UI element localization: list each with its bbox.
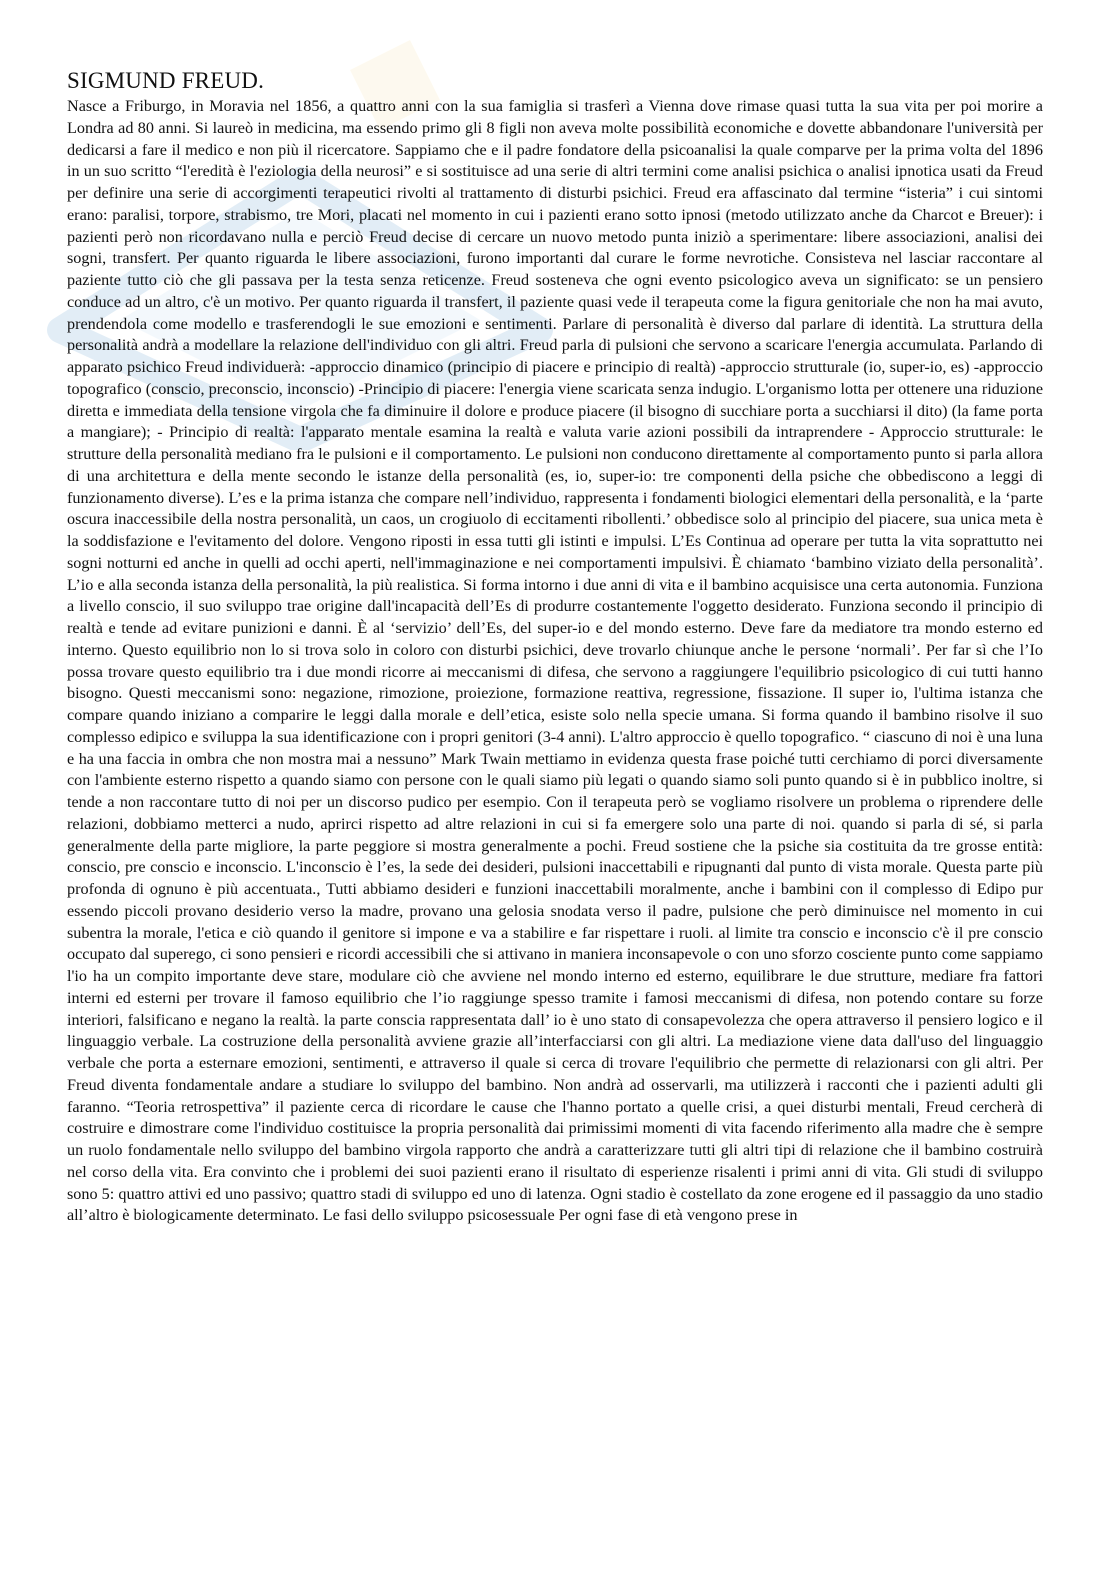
document-title: SIGMUND FREUD. [67, 68, 265, 93]
document-body: Nasce a Friburgo, in Moravia nel 1856, a quattro anni con la sua famiglia si trasferì a Vienna dove rimase quasi tutta la sua vita per poi morire a Londra ad 80 anni. Si laureò in medicina, ma essendo primo gli 8 figli non aveva molte possibilità economiche e dovette abbandonare l'università per dedicarsi a fare il medico e non più il ricercatore. Sappiamo che e il padre fondatore della psicoanalisi la quale comparve per la prima volta del 1896 in un suo scritto “l'eredità è l'eziologia della neurosi” e si sostituisce ad una serie di altri termini come analisi psichica o analisi ipnotica usati da Freud per definire una serie di accorgimenti terapeutici rivolti al trattamento di disturbi psichici. Freud era affascinato dal termine “isteria” i cui sintomi erano: paralisi, torpore, strabismo, tre Mori, placati nel momento in cui i pazienti erano sotto ipnosi (metodo utilizzato anche da Charcot e Breuer): i pazienti però non ricordavano nulla e perciò Freud decise di cercare un nuovo metodo punta iniziò a sperimentare: libere associazioni, analisi dei sogni, transfert. Per quanto riguarda le libere associazioni, furono importanti dal curare le forme nevrotiche. Consisteva nel lasciar raccontare al paziente tutto ciò che gli passava per la testa senza reticenze. Freud sosteneva che ogni evento psicologico aveva un significato: se un pensiero conduce ad un altro, c'è un motivo. Per quanto riguarda il transfert, il paziente quasi vede il terapeuta come la figura genitoriale che non ha mai avuto, prendendola come modello e trasferendogli le sue emozioni e sentimenti. Parlare di personalità è diverso dal parlare di identità. La struttura della personalità andrà a modellare la relazione dell'individuo con gli altri. Freud parla di pulsioni che servono a scaricare l'energia accumulata. Parlando di apparato psichico Freud individuerà: -approccio dinamico (principio di piacere e principio di realtà) -approccio strutturale (io, super-io, es) -approccio topografico (conscio, preconscio, inconscio) -Principio di piacere: l'energia viene scaricata senza indugio. L'organismo lotta per ottenere una riduzione diretta e immediata della tensione virgola che fa diminuire il dolore e produce piacere (il bisogno di succhiare porta a succhiarsi il dito) (la fame porta a mangiare); - Principio di realtà: l'apparato mentale esamina la realtà e valuta varie azioni possibili da intraprendere - Approccio strutturale: le strutture della personalità mediano fra le pulsioni e il comportamento. Le pulsioni non conducono direttamente al comportamento punto si parla allora di una architettura e della mente secondo le istanze della personalità (es, io, super-io: tre componenti della psiche che obbediscono a leggi di funzionamento diverse). L’es e la prima istanza che compare nell’individuo, rappresenta i fondamenti biologici elementari della personalità, e la ‘parte oscura inaccessibile della nostra personalità, un caos, un crogiuolo di eccitamenti ribollenti.’ obbedisce solo al principio del piacere, sua unica meta è la soddisfazione e l'evitamento del dolore. Vengono riposti in essa tutti gli istinti e impulsi. L’Es Continua ad operare per tutta la vita soprattutto nei sogni notturni ed anche in quelli ad occhi aperti, nell'immaginazione e nei comportamenti impulsivi. È chiamato ‘bambino viziato della personalità’. L’io e alla seconda istanza della personalità, la più realistica. Si forma intorno i due anni di vita e il bambino acquisisce una certa autonomia. Funziona a livello conscio, il suo sviluppo trae origine dall'incapacità dell’Es di produrre costantemente l'oggetto desiderato. Funziona secondo il principio di realtà e tende ad evitare punizioni e danni. È al ‘servizio’ dell’Es, del super-io e del mondo esterno. Deve fare da mediatore tra mondo esterno ed interno. Questo equilibrio non lo si trova solo in coloro con disturbi psichici, deve trovarlo chiunque anche le persone ‘normali’. Per far sì che l’Io possa trovare questo equilibrio tra i due mondi ricorre ai meccanismi di difesa, che servono a raggiungere l'equilibrio psicologico di cui tutti hanno bisogno. Questi meccanismi sono: negazione, rimozione, proiezione, formazione reattiva, regressione, fissazione. Il super io, l'ultima istanza che compare quando iniziano a comparire le leggi dalla morale e dell’etica, esiste solo nella specie umana. Si forma quando il bambino risolve il suo complesso edipico e sviluppa la sua identificazione con i propri genitori (3-4 anni). L'altro approccio è quello topografico. “ ciascuno di noi è una luna e ha una faccia in ombra che non mostra mai a nessuno” Mark Twain mettiamo in evidenza questa frase poiché tutti cerchiamo di porci diversamente con l'ambiente esterno rispetto a quando siamo con persone con le quali siamo più legati o quando siamo soli punto quando si è in pubblico inoltre, si tende a non raccontare tutto di noi per un discorso pudico per esempio. Con il terapeuta però se vogliamo risolvere un problema o riprendere delle relazioni, dobbiamo metterci a nudo, aprirci rispetto ad altre relazioni in cui si fa emergere solo una parte di noi. quando si parla di sé, si parla generalmente della parte migliore, la parte peggiore si mostra generalmente a pochi. Freud sostiene che la psiche sia costituita da tre grosse entità: conscio, pre conscio e inconscio. L'inconscio è l’es, la sede dei desideri, pulsioni inaccettabili e ripugnanti dal punto di vista morale. Questa parte più profonda di ognuno è più accentuata., Tutti abbiamo desideri e funzioni inaccettabili moralmente, anche i bambini con il complesso di Edipo pur essendo piccoli provano desiderio verso la madre, provano una gelosia snodata verso il padre, pulsione che però diminuisce nel momento in cui subentra la morale, l'etica e ciò quando il genitore si impone e va a stabilire e far rispettare i ruoli. al limite tra conscio e inconscio c'è il pre conscio occupato dal superego, ci sono pensieri e ricordi accessibili che si attivano in maniera inconsapevole o con uno sforzo cosciente punto come sappiamo l'io ha un compito importante deve stare, modulare ciò che avviene nel mondo interno ed esterno, equilibrare le due strutture, mediare fra fattori interni ed esterni per trovare il famoso equilibrio che l’io raggiunge spesso tramite i famosi meccanismi di difesa, non potendo contare su forze interiori, falsificano e negano la realtà. la parte conscia rappresentata dall’ io è uno stato di consapevolezza che opera attraverso il pensiero logico e il linguaggio verbale. La costruzione della personalità avviene grazie all’interfacciarsi con gli altri. La mediazione viene data dall'uso del linguaggio verbale che porta a esternare emozioni, sentimenti, e attraverso il quale si cerca di trovare l'equilibrio che permette di relazionarsi con gli altri. Per Freud diventa fondamentale andare a studiare lo sviluppo del bambino. Non andrà ad osservarli, ma utilizzerà i racconti che i pazienti adulti gli faranno. “Teoria retrospettiva” il paziente cerca di ricordare le cause che l'hanno portato a quelle crisi, a quei disturbi mentali, Freud cercherà di costruire e dimostrare come l'individuo costituisce la propria personalità dai primissimi momenti di vita facendo riferimento alla madre che è sempre un ruolo fondamentale nello sviluppo del bambino virgola rapporto che andrà a caratterizzare tutti gli altri tipi di relazione che il bambino costruirà nel corso della vita. Era convinto che i problemi dei suoi pazienti erano il risultato di esperienze risalenti i primi anni di vita. Gli studi di sviluppo sono 5: quattro attivi ed uno passivo; quattro stadi di sviluppo ed uno di latenza. Ogni stadio è costellato da zone erogene ed il passaggio da uno stadio all’altro è biologicamente determinato. Le fasi dello sviluppo psicosessuale Per ogni fase di età vengono prese in [67, 97, 1043, 1225]
document-content [67, 66, 1043, 1227]
